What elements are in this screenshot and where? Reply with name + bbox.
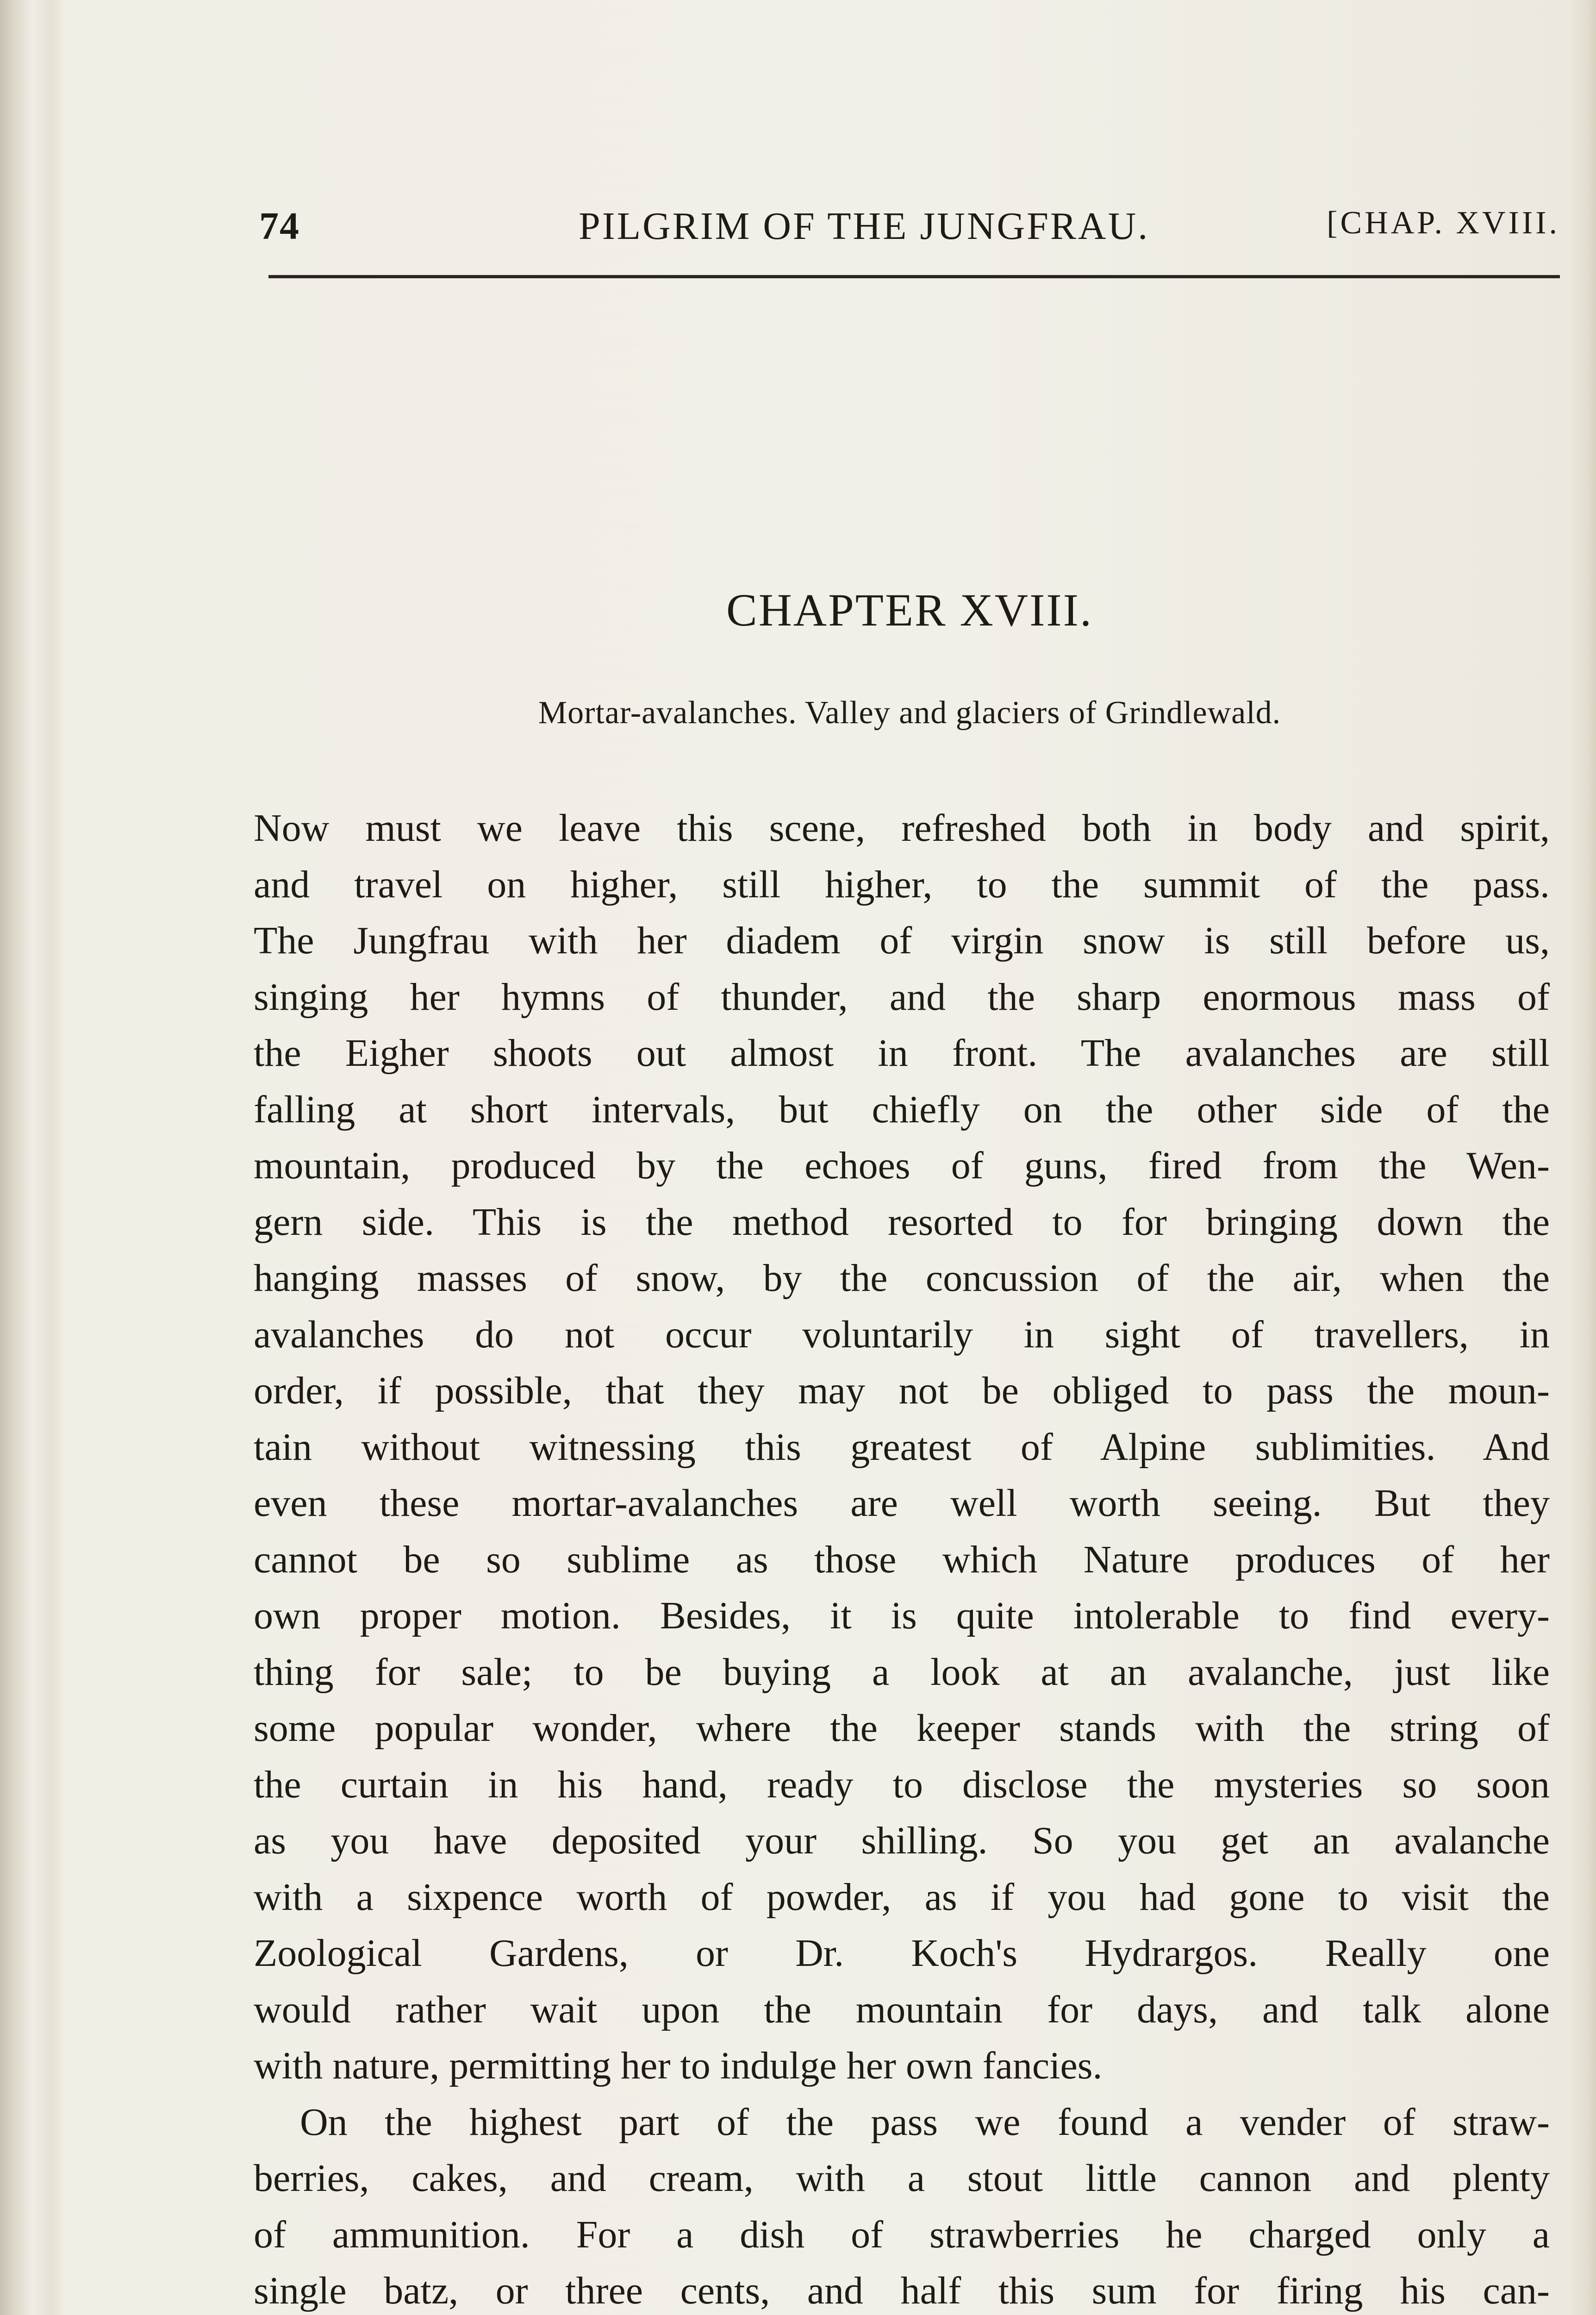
text-line: even these mortar-avalanches are well worth seeing. But they (254, 1482, 1550, 1525)
chapter-summary: Mortar-avalanches. Valley and glaciers of Grindlewald. (538, 695, 1281, 731)
text-line: some popular wonder, where the keeper stands with the string of (254, 1707, 1550, 1750)
text-line: hanging masses of snow, by the concussion of the air, when the (254, 1257, 1550, 1300)
paragraph-1 (254, 800, 1550, 2094)
text-line: with nature, permitting her to indulge her own fancies. (254, 2044, 1103, 2087)
page-gutter-shadow (0, 0, 65, 2315)
page-edge-shadow (1568, 0, 1596, 2315)
body-text (254, 800, 1550, 2315)
header-rule (268, 275, 1560, 278)
text-line: and travel on higher, still higher, to the summit of the pass. (254, 863, 1550, 906)
text-line: the curtain in his hand, ready to disclose the mysteries so soon (254, 1763, 1550, 1806)
text-line: tain without witnessing this greatest of Alpine sublimities. And (254, 1425, 1550, 1469)
text-line: berries, cakes, and cream, with a stout little cannon and plenty (254, 2157, 1550, 2200)
running-title: PILGRIM OF THE JUNGFRAU. (579, 205, 1150, 248)
chapter-heading: CHAPTER XVIII. (726, 584, 1093, 636)
page-number: 74 (259, 205, 300, 248)
text-line: gern side. This is the method resorted to for bringing down the (254, 1200, 1550, 1244)
text-line: order, if possible, that they may not be obliged to pass the moun- (254, 1369, 1550, 1412)
running-head (259, 204, 1560, 259)
text-line: as you have deposited your shilling. So you get an avalanche (254, 1819, 1550, 1862)
text-line: cannot be so sublime as those which Nature produces of her (254, 1538, 1550, 1581)
text-line: the Eigher shoots out almost in front. The avalanches are still (254, 1032, 1550, 1075)
text-line: of ammunition. For a dish of strawberries he charged only a (254, 2213, 1550, 2256)
text-line: singing her hymns of thunder, and the sharp enormous mass of (254, 975, 1550, 1019)
text-line: with a sixpence worth of powder, as if you had gone to visit the (254, 1875, 1550, 1919)
text-line: own proper motion. Besides, it is quite intolerable to find every- (254, 1594, 1550, 1637)
paragraph-2 (254, 2094, 1550, 2315)
text-line: falling at short intervals, but chiefly on the other side of the (254, 1088, 1550, 1131)
text-line: On the highest part of the pass we found a vender of straw- (300, 2100, 1550, 2144)
text-line: Zoological Gardens, or Dr. Koch's Hydrargos. Really one (254, 1932, 1550, 1975)
text-line: mountain, produced by the echoes of guns, fired from the Wen- (254, 1144, 1550, 1187)
text-line: Now must we leave this scene, refreshed both in body and spirit, (254, 807, 1550, 850)
text-line: The Jungfrau with her diadem of virgin snow is still before us, (254, 919, 1550, 962)
text-line: single batz, or three cents, and half this sum for firing his can- (254, 2269, 1550, 2312)
text-line: avalanches do not occur voluntarily in sight of travellers, in (254, 1313, 1550, 1356)
text-line: thing for sale; to be buying a look at an avalanche, just like (254, 1650, 1550, 1694)
text-line: would rather wait upon the mountain for days, and talk alone (254, 1988, 1550, 2031)
chapter-reference: [CHAP. XVIII. (1327, 205, 1560, 241)
